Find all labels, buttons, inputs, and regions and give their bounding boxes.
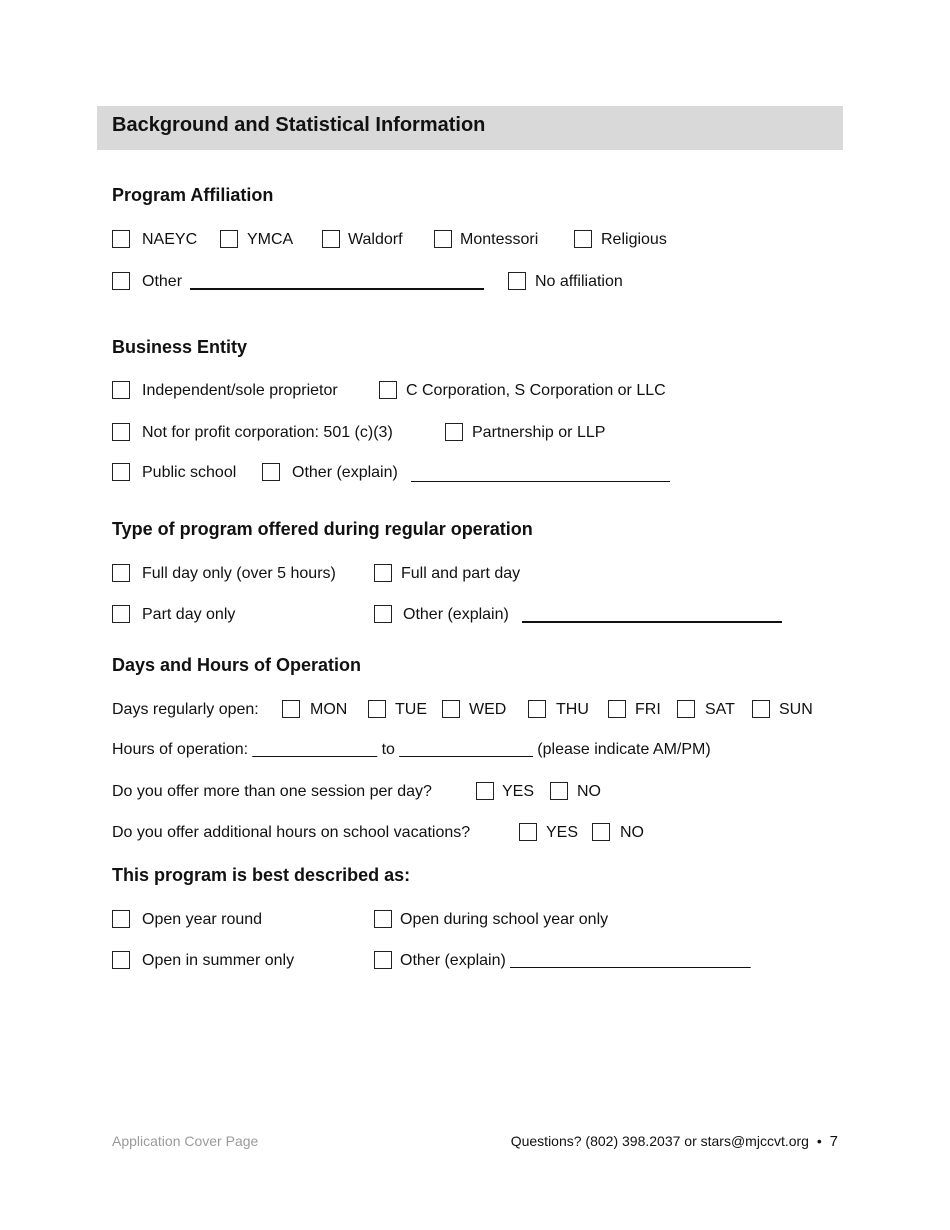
program-affiliation-heading: Program Affiliation xyxy=(112,185,274,205)
thu-label: THU xyxy=(556,701,589,718)
program-type-heading: Type of program offered during regular operation xyxy=(112,519,533,539)
footer-bullet: • xyxy=(816,1133,822,1149)
independent-label: Independent/sole proprietor xyxy=(142,382,338,399)
description-other-checkbox[interactable] xyxy=(374,951,392,969)
footer-contact-text: Questions? (802) 398.2037 or stars@mjccvt.org xyxy=(510,1133,809,1149)
description-other-row xyxy=(400,951,751,971)
wed-label: WED xyxy=(469,701,507,718)
public-school-checkbox[interactable] xyxy=(112,463,130,481)
thu-checkbox[interactable] xyxy=(528,700,546,718)
not-for-profit-checkbox[interactable] xyxy=(112,423,130,441)
sat-checkbox[interactable] xyxy=(677,700,695,718)
description-other-field[interactable]: ___________________________ xyxy=(510,952,751,969)
session-question: Do you offer more than one session per day? xyxy=(112,783,432,800)
summer-only-checkbox[interactable] xyxy=(112,951,130,969)
partnership-checkbox[interactable] xyxy=(445,423,463,441)
other-affiliation-field[interactable] xyxy=(190,288,484,290)
hours-note: (please indicate AM/PM) xyxy=(537,741,711,758)
vacation-no-label: NO xyxy=(620,824,644,841)
full-day-checkbox[interactable] xyxy=(112,564,130,582)
year-round-checkbox[interactable] xyxy=(112,910,130,928)
other-affiliation-checkbox[interactable] xyxy=(112,272,130,290)
session-no-label: NO xyxy=(577,783,601,800)
montessori-label: Montessori xyxy=(460,231,539,248)
vacation-yes-checkbox[interactable] xyxy=(519,823,537,841)
program-other-field[interactable] xyxy=(522,621,782,623)
no-affiliation-label: No affiliation xyxy=(535,273,623,290)
full-and-part-label: Full and part day xyxy=(401,565,521,582)
ymca-label: YMCA xyxy=(247,231,294,248)
description-other-label: Other (explain) xyxy=(400,952,506,969)
section-title: Background and Statistical Information xyxy=(112,114,486,136)
entity-other-label: Other (explain) xyxy=(292,464,398,481)
vacation-no-checkbox[interactable] xyxy=(592,823,610,841)
days-hours-heading: Days and Hours of Operation xyxy=(112,655,362,675)
sun-checkbox[interactable] xyxy=(752,700,770,718)
hours-to-label: to xyxy=(381,741,395,758)
partnership-label: Partnership or LLP xyxy=(472,424,606,441)
wed-checkbox[interactable] xyxy=(442,700,460,718)
entity-other-field[interactable] xyxy=(411,481,670,482)
description-heading: This program is best described as: xyxy=(112,865,411,885)
public-school-label: Public school xyxy=(142,464,237,481)
mon-label: MON xyxy=(310,701,348,718)
tue-label: TUE xyxy=(395,701,427,718)
sun-label: SUN xyxy=(779,701,813,718)
naeyc-checkbox[interactable] xyxy=(112,230,130,248)
hours-row xyxy=(112,740,711,760)
sat-label: SAT xyxy=(705,701,735,718)
corporation-checkbox[interactable] xyxy=(379,381,397,399)
days-label: Days regularly open: xyxy=(112,701,259,718)
naeyc-label: NAEYC xyxy=(142,231,198,248)
no-affiliation-checkbox[interactable] xyxy=(508,272,526,290)
session-no-checkbox[interactable] xyxy=(550,782,568,800)
religious-label: Religious xyxy=(601,231,667,248)
year-round-label: Open year round xyxy=(142,911,263,928)
business-entity-heading: Business Entity xyxy=(112,337,248,357)
entity-other-checkbox[interactable] xyxy=(262,463,280,481)
school-year-label: Open during school year only xyxy=(400,911,609,928)
other-affiliation-label: Other xyxy=(142,273,183,290)
session-yes-checkbox[interactable] xyxy=(476,782,494,800)
vacation-question: Do you offer additional hours on school vacations? xyxy=(112,824,471,841)
not-for-profit-label: Not for profit corporation: 501 (c)(3) xyxy=(142,424,393,441)
montessori-checkbox[interactable] xyxy=(434,230,452,248)
fri-checkbox[interactable] xyxy=(608,700,626,718)
waldorf-checkbox[interactable] xyxy=(322,230,340,248)
hours-open-field[interactable]: ______________ xyxy=(252,741,378,758)
part-day-checkbox[interactable] xyxy=(112,605,130,623)
school-year-checkbox[interactable] xyxy=(374,910,392,928)
full-day-label: Full day only (over 5 hours) xyxy=(142,565,336,582)
independent-checkbox[interactable] xyxy=(112,381,130,399)
program-other-checkbox[interactable] xyxy=(374,605,392,623)
hours-label: Hours of operation: xyxy=(112,741,249,758)
hours-close-field[interactable]: _______________ xyxy=(399,741,533,758)
vacation-yes-label: YES xyxy=(546,824,579,841)
corporation-label: C Corporation, S Corporation or LLC xyxy=(406,382,666,399)
session-yes-label: YES xyxy=(502,783,535,800)
mon-checkbox[interactable] xyxy=(282,700,300,718)
waldorf-label: Waldorf xyxy=(348,231,403,248)
religious-checkbox[interactable] xyxy=(574,230,592,248)
ymca-checkbox[interactable] xyxy=(220,230,238,248)
tue-checkbox[interactable] xyxy=(368,700,386,718)
part-day-label: Part day only xyxy=(142,606,236,623)
full-and-part-checkbox[interactable] xyxy=(374,564,392,582)
program-other-label: Other (explain) xyxy=(403,606,509,623)
page-number: 7 xyxy=(829,1133,838,1150)
fri-label: FRI xyxy=(635,701,661,718)
footer-document-title: Application Cover Page xyxy=(112,1133,259,1149)
summer-only-label: Open in summer only xyxy=(142,952,295,969)
footer-contact xyxy=(511,1133,838,1150)
